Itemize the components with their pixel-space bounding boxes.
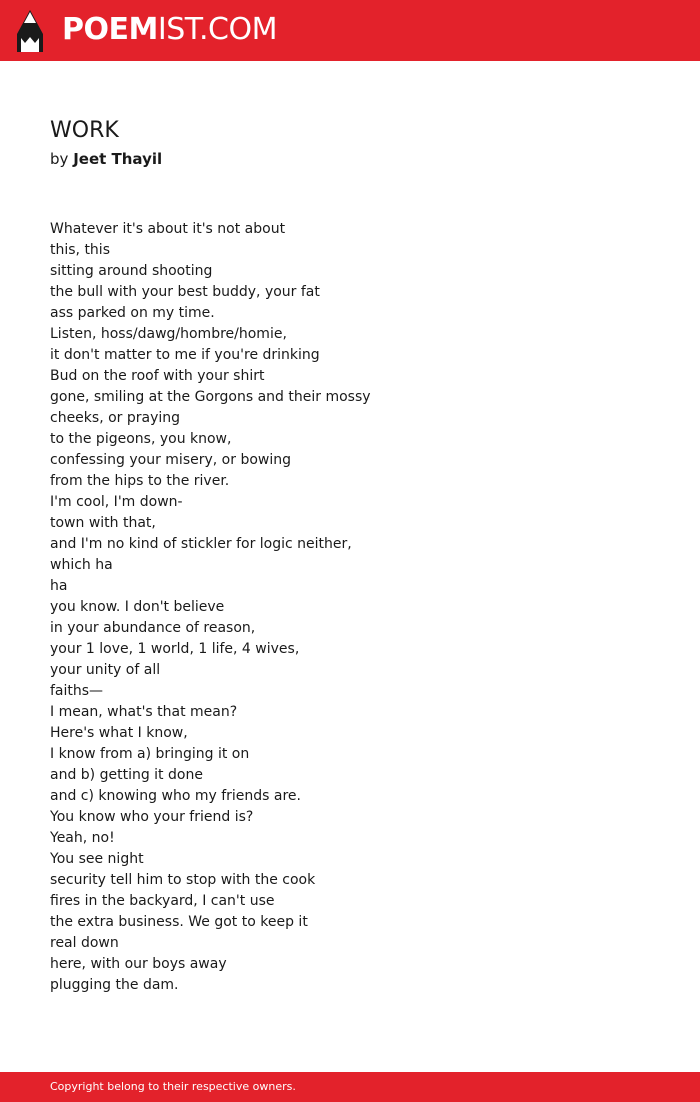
poem-line: fires in the backyard, I can't use bbox=[50, 893, 275, 909]
poem-line: and I'm no kind of stickler for logic neither, bbox=[50, 536, 352, 552]
poem-line: from the hips to the river. bbox=[50, 473, 230, 489]
poem-line: faiths— bbox=[50, 683, 104, 699]
poem-line: which ha bbox=[50, 557, 113, 573]
poem-line: real down bbox=[50, 935, 119, 951]
poem-line: your 1 love, 1 world, 1 life, 4 wives, bbox=[50, 641, 300, 657]
poem-line: You see night bbox=[50, 851, 144, 867]
poem-line: this, this bbox=[50, 242, 110, 258]
poem-line: your unity of all bbox=[50, 662, 161, 678]
poem-line: and b) getting it done bbox=[50, 767, 203, 783]
poem-line: here, with our boys away bbox=[50, 956, 227, 972]
poem-line: plugging the dam. bbox=[50, 977, 179, 993]
logo-text-light: IST.COM bbox=[157, 12, 277, 47]
poem-line: Here's what I know, bbox=[50, 725, 188, 741]
poem-line: the extra business. We got to keep it bbox=[50, 914, 308, 930]
site-logo[interactable] bbox=[62, 12, 277, 48]
poem-line: Bud on the roof with your shirt bbox=[50, 368, 265, 384]
poem-line: You know who your friend is? bbox=[50, 809, 254, 825]
poem-line: I know from a) bringing it on bbox=[50, 746, 250, 762]
poem-line: confessing your misery, or bowing bbox=[50, 452, 291, 468]
copyright-text: Copyright belong to their respective owners. bbox=[50, 1080, 296, 1093]
poem-line: Listen, hoss/dawg/hombre/homie, bbox=[50, 326, 287, 342]
poem-body bbox=[50, 219, 371, 996]
poem-line: Yeah, no! bbox=[50, 830, 115, 846]
poem-line: the bull with your best buddy, your fat bbox=[50, 284, 320, 300]
pencil-logo-icon[interactable] bbox=[17, 10, 43, 52]
poem-line: I'm cool, I'm down- bbox=[50, 494, 183, 510]
poem-line: gone, smiling at the Gorgons and their mossy bbox=[50, 389, 371, 405]
site-footer bbox=[0, 1072, 700, 1102]
poem-line: town with that, bbox=[50, 515, 156, 531]
poem-line: I mean, what's that mean? bbox=[50, 704, 238, 720]
poem-title: WORK bbox=[50, 118, 119, 143]
poem-byline bbox=[50, 149, 162, 169]
poem-line: ass parked on my time. bbox=[50, 305, 215, 321]
poem-line: sitting around shooting bbox=[50, 263, 213, 279]
poem-line: in your abundance of reason, bbox=[50, 620, 256, 636]
poem-line: it don't matter to me if you're drinking bbox=[50, 347, 320, 363]
site-header bbox=[0, 0, 700, 61]
poem-line: Whatever it's about it's not about bbox=[50, 221, 286, 237]
poem-line: to the pigeons, you know, bbox=[50, 431, 232, 447]
poem-author: Jeet Thayil bbox=[73, 150, 163, 168]
byline-prefix: by bbox=[50, 150, 69, 168]
poem-line: cheeks, or praying bbox=[50, 410, 181, 426]
poem-line: you know. I don't believe bbox=[50, 599, 225, 615]
poem-line: and c) knowing who my friends are. bbox=[50, 788, 301, 804]
poem-line: security tell him to stop with the cook bbox=[50, 872, 316, 888]
logo-text-bold: POEM bbox=[62, 12, 158, 47]
poem-line: ha bbox=[50, 578, 68, 594]
